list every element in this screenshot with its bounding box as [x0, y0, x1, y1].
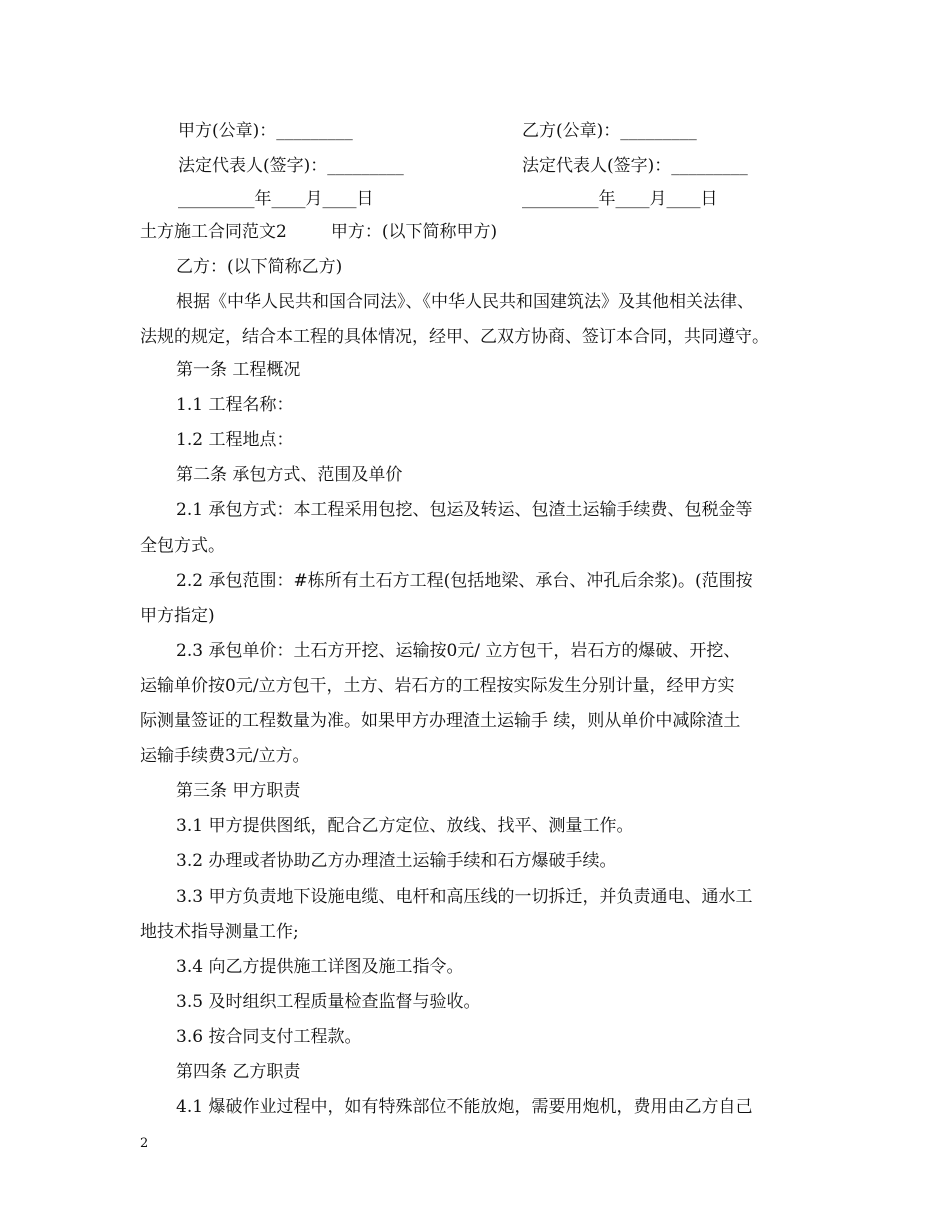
- party-a-seal-line: 甲方(公章)：_________: [178, 121, 353, 141]
- clause-line: 3.1 甲方提供图纸，配合乙方定位、放线、找平、测量工作。: [176, 816, 634, 836]
- clause-line: 第二条 承包方式、范围及单价: [176, 465, 403, 485]
- clause-line: 3.5 及时组织工程质量检查监督与验收。: [176, 992, 481, 1012]
- preamble-line-1: 根据《中华人民共和国合同法》、《中华人民共和国建筑法》及其他相关法律、: [176, 292, 754, 312]
- clause-line: 1.1 工程名称：: [176, 395, 294, 415]
- clause-line: 全包方式。: [140, 536, 225, 556]
- clause-line: 2.3 承包单价：土石方开挖、运输按0元/ 立方包干，岩石方的爆破、开挖、: [176, 641, 741, 661]
- clause-line: 运输手续费3元/立方。: [140, 746, 310, 766]
- clause-line: 4.1 爆破作业过程中，如有特殊部位不能放炮，需要用炮机，费用由乙方自己: [176, 1097, 753, 1117]
- party-a-definition: 甲方：(以下简称甲方): [330, 222, 498, 242]
- clause-line: 1.2 工程地点：: [176, 430, 294, 450]
- preamble-line-2: 法规的规定，结合本工程的具体情况，经甲、乙双方协商、签订本合同，共同遵守。: [140, 327, 769, 347]
- clause-line: 第一条 工程概况: [176, 360, 301, 380]
- party-b-definition: 乙方：(以下简称乙方): [176, 257, 343, 277]
- clause-line: 2.1 承包方式：本工程采用包挖、包运及转运、包渣土运输手续费、包税金等: [176, 500, 753, 520]
- clause-line: 3.3 甲方负责地下设施电缆、电杆和高压线的一切拆迁，并负责通电、通水工: [176, 887, 753, 907]
- party-b-representative-line: 法定代表人(签字)：_________: [522, 156, 748, 176]
- party-a-date-line: _________年____月____日: [178, 189, 374, 209]
- party-b-seal-line: 乙方(公章)：_________: [522, 121, 697, 141]
- party-b-date-line: _________年____月____日: [522, 189, 718, 209]
- clause-line: 运输单价按0元/立方包干，土方、岩石方的工程按实际发生分别计量，经甲方实: [140, 676, 735, 696]
- clause-line: 2.2 承包范围：#栋所有土石方工程(包括地梁、承台、冲孔后余浆)。(范围按: [176, 571, 753, 591]
- clause-line: 地技术指导测量工作;: [140, 922, 299, 942]
- clause-line: 3.6 按合同支付工程款。: [176, 1027, 362, 1047]
- clause-line: 3.4 向乙方提供施工详图及施工指令。: [176, 957, 464, 977]
- clause-line: 甲方指定): [140, 606, 215, 626]
- clause-line: 第四条 乙方职责: [176, 1062, 301, 1082]
- contract-title: 土方施工合同范文2: [140, 222, 287, 242]
- contract-heading-line: [140, 220, 497, 244]
- page-number: 2: [140, 1136, 149, 1151]
- clause-line: 3.2 办理或者协助乙方办理渣土运输手续和石方爆破手续。: [176, 851, 617, 871]
- party-a-representative-line: 法定代表人(签字)：_________: [178, 156, 404, 176]
- clause-line: 际测量签证的工程数量为准。如果甲方办理渣土运输手 续，则从单价中减除渣土: [140, 711, 741, 731]
- clause-line: 第三条 甲方职责: [176, 781, 301, 801]
